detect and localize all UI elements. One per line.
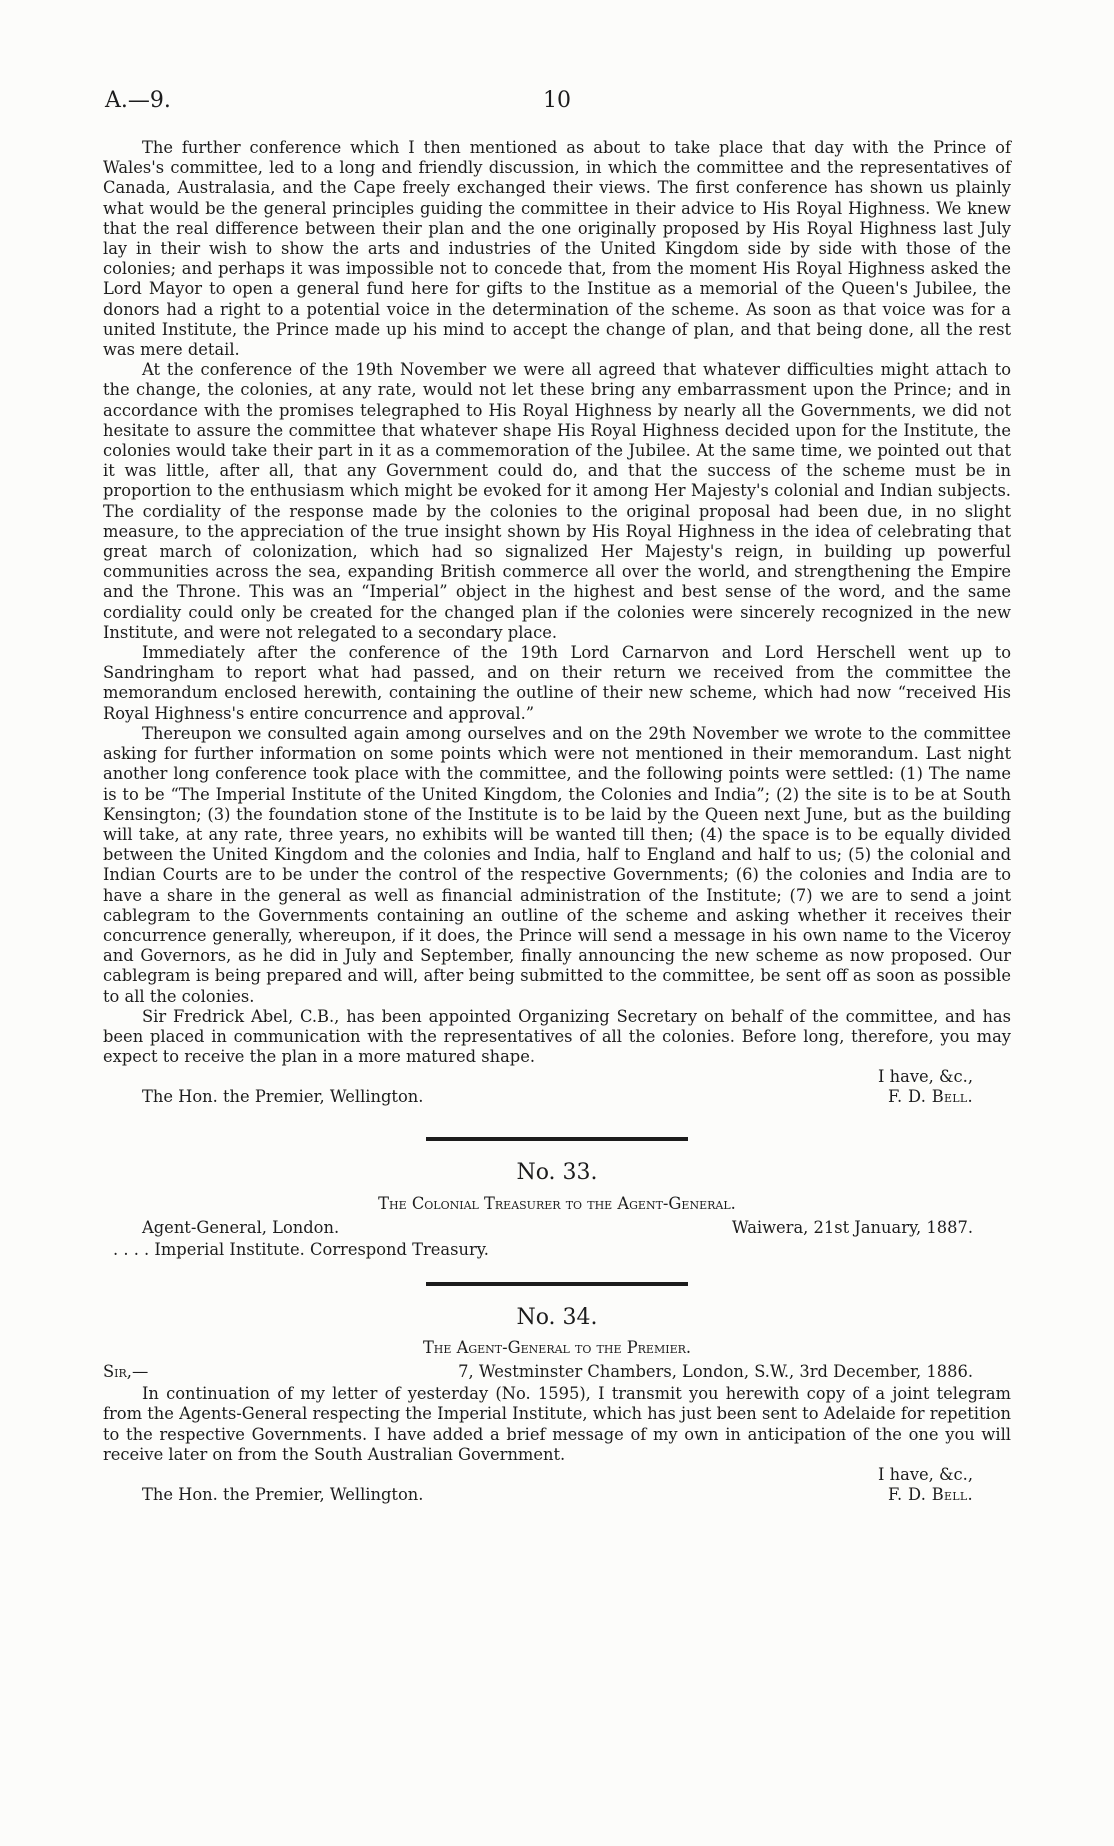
section-divider xyxy=(426,1282,688,1286)
recipient-row xyxy=(103,1218,1011,1240)
page-header xyxy=(105,88,1009,118)
document-number: No. 33. xyxy=(516,1160,598,1186)
letter-continued xyxy=(103,138,1011,1109)
recipient: Agent-General, London. xyxy=(142,1217,340,1237)
paragraph: At the conference of the 19th November we were all agreed that whatever difficulties might attach to the change, the colonies, at any rate, would not let these bring any embarrassment upon the Prince; and in accordance with the promises telegraphed to His Royal Highness by nearly all the Governments, we did not hesitate to assure the committee that whatever shape His Royal Highness decided upon for the Institute, the colonies would take their part in it as a commemoration of the Jubilee. At the same time, we pointed out that it was little, after all, that any Government could do, and that the success of the scheme must be in proportion to the enthusiasm which might be evoked for it among Her Majesty's colonial and Indian subjects. The cordiality of the response made by the colonies to the original proposal had been due, in no slight measure, to the appreciation of the true insight shown by His Royal Highness in the idea of celebrating that great march of colonization, which had so signalized Her Majesty's reign, in building up powerful communities across the sea, expanding British commerce all over the world, and strengthening the Empire and the Throne. This was an “Imperial” object in the highest and best sense of the word, and the same cordiality could only be created for the changed plan if the colonies were sincerely recognized in the new Institute, and were not relegated to a secondary place. xyxy=(103,360,1011,642)
paragraph: Immediately after the conference of the 19th Lord Carnarvon and Lord Herschell went up to Sandringham to report what had passed, and on their return we received from the committee the memorandum enclosed herewith, containing the outline of their new scheme, which had now “received His Royal Highness's entire concurrence and approval.” xyxy=(103,643,1011,723)
salutation: Sir,— xyxy=(103,1362,149,1382)
section-divider xyxy=(426,1137,688,1141)
document-no-34 xyxy=(103,1304,1011,1507)
paragraph: Thereupon we consulted again among ourselves and on the 29th November we wrote to the committee asking for further information on some points which were not mentioned in their memorandum. Last night another long conference took place with the committee, and the following points were settled: (1) The name is to be “The Imperial Institute of the United Kingdom, the Colonies and India”; (2) the site is to be at South Kensington; (3) the foundation stone of the Institute is to be laid by the Queen next June, but as the building will take, at any rate, three years, no exhibits will be wanted till then; (4) the space is to be equally divided between the United Kingdom and the colonies and India, half to England and half to us; (5) the colonial and Indian Courts are to be under the control of the respective Governments; (6) the colonies and India are to have a share in the general as well as financial administration of the Institute; (7) we are to send a joint cablegram to the Governments containing an outline of the scheme and asking whether it receives their concurrence generally, whereupon, if it does, the Prince will send a message in his own name to the Viceroy and Governors, as he did in July and September, finally announcing the new scheme as now proposed. Our cablegram is being prepared and will, after being submitted to the committee, be sent off as soon as possible to all the colonies. xyxy=(103,723,1011,1006)
address-date: 7, Westminster Chambers, London, S.W., 3rd December, 1886. xyxy=(458,1362,973,1382)
salutation-row xyxy=(103,1362,1011,1384)
letter-signoff xyxy=(103,1465,1011,1507)
addressee: The Hon. the Premier, Wellington. xyxy=(142,1484,424,1504)
document-number: No. 34. xyxy=(516,1304,598,1330)
closing: I have, &c., xyxy=(878,1464,973,1484)
document-title: The Agent-General to the Premier. xyxy=(422,1337,692,1357)
closing: I have, &c., xyxy=(878,1067,973,1087)
document-title: The Colonial Treasurer to the Agent-General. xyxy=(378,1193,736,1213)
page-number: 10 xyxy=(543,88,571,113)
place-date: Waiwera, 21st January, 1887. xyxy=(731,1217,973,1237)
signature: F. D. Bell. xyxy=(887,1484,973,1504)
paragraph: Sir Fredrick Abel, C.B., has been appointed Organizing Secretary on behalf of the committee, and has been placed in communication with the representatives of all the colonies. Before long, therefore, you may expect to receive the plan in a more matured shape. xyxy=(103,1006,1011,1067)
paragraph: The further conference which I then mentioned as about to take place that day with the Prince of Wales's committee, led to a long and friendly discussion, in which the committee and the representatives of Canada, Australasia, and the Cape freely exchanged their views. The first conference has shown us plainly what would be the general principles guiding the committee in their advice to His Royal Highness. We knew that the real difference between their plan and the one originally proposed by His Royal Highness last July lay in their wish to show the arts and industries of the United Kingdom side by side with those of the colonies; and perhaps it was impossible not to concede that, from the moment His Royal Highness asked the Lord Mayor to open a general fund here for gifts to the Institue as a memorial of the Queen's Jubilee, the donors had a right to a potential voice in the determination of the scheme. As soon as that voice was for a united Institute, the Prince made up his mind to accept the change of plan, and that being done, all the rest was mere detail. xyxy=(103,138,1011,360)
addressee: The Hon. the Premier, Wellington. xyxy=(142,1087,424,1107)
document-no-33 xyxy=(103,1160,1011,1261)
letter-signoff xyxy=(103,1067,1011,1109)
document-reference: A.—9. xyxy=(105,88,171,113)
message-row xyxy=(103,1240,1011,1262)
telegram-message: . . . . Imperial Institute. Correspond Treasury. xyxy=(113,1239,489,1259)
paragraph: In continuation of my letter of yesterday (No. 1595), I transmit you herewith copy of a joint telegram from the Agents-General respecting the Imperial Institute, which has just been sent to Adelaide for repetition to the respective Governments. I have added a brief message of my own in anticipation of the one you will receive later on from the South Australian Government. xyxy=(103,1384,1011,1464)
signature: F. D. Bell. xyxy=(887,1087,973,1107)
document-body xyxy=(103,138,1011,1507)
